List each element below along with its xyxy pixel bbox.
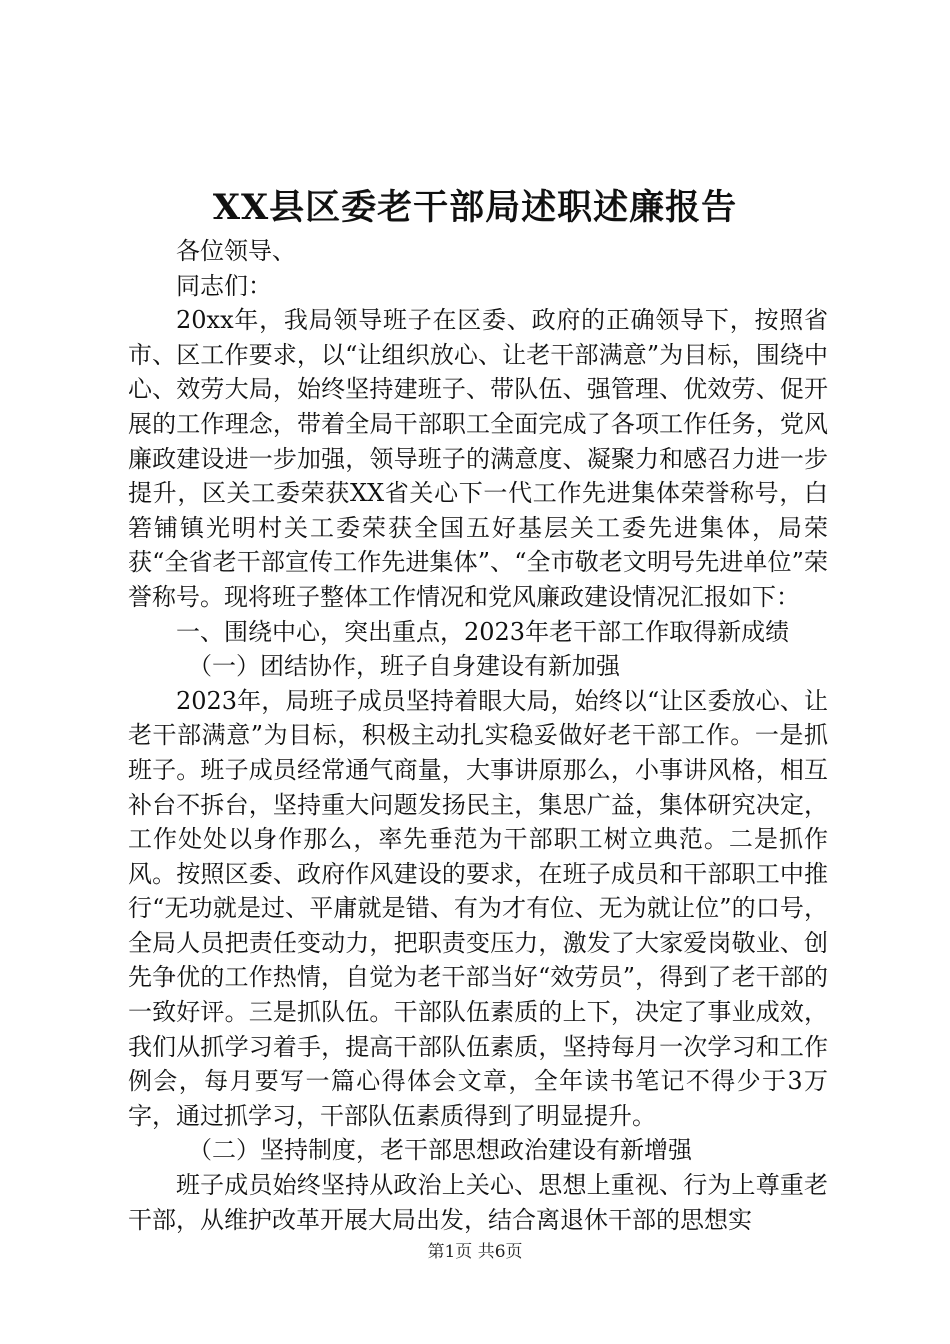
page-footer: 第1页 共6页 xyxy=(427,1242,523,1262)
salutation-line-2: 同志们： xyxy=(176,271,272,300)
body-paragraph-1: 2023年，局班子成员坚持着眼大局，始终以“让区委放心、让老干部满意”为目标，积极主动扎实稳妥做好老干部工作。一是抓班子。班子成员经常通气商量，大事讲原那么，小事讲风格，相互补台不拆台，坚持重大问题发扬民主，集思广益，集体研究决定，工作处处以身作那么，率先垂范为干部职工树立典范。二是抓作风。按照区委、政府作风建设的要求，在班子成员和干部职工中推行“无功就是过、平庸就是错、有为才有位、无为就让位”的口号，全局人员把责任变动力，把职责变压力，激发了大家爱岗敬业、创先争优的工作热情，自觉为老干部当好“效劳员”，得到了老干部的一致好评。三是抓队伍。干部队伍素质的上下，决定了事业成效，我们从抓学习着手，提高干部队伍素质，坚持每月一次学习和工作例会，每月要写一篇心得体会文章，全年读书笔记不得少于3万字，通过抓学习，干部队伍素质得到了明显提升。 xyxy=(128,686,828,1130)
section-heading-1: 一、围绕中心，突出重点，2023年老干部工作取得新成绩 xyxy=(176,617,790,646)
document-title: XX县区委老干部局述职述廉报告 xyxy=(212,187,738,228)
body-paragraph-2: 班子成员始终坚持从政治上关心、思想上重视、行为上尊重老干部，从维护改革开展大局出发，结合离退休干部的思想实 xyxy=(128,1171,828,1234)
salutation-line-1: 各位领导、 xyxy=(176,237,296,265)
intro-paragraph: 20xx年，我局领导班子在区委、政府的正确领导下，按照省市、区工作要求，以“让组织放心、让老干部满意”为目标，围绕中心、效劳大局，始终坚持建班子、带队伍、强管理、优效劳、促开展的工作理念，带着全局干部职工全面完成了各项工作任务，党风廉政建设进一步加强，领导班子的满意度、凝聚力和感召力进一步提升，区关工委荣获XX省关心下一代工作先进集体荣誉称号，白箬铺镇光明村关工委荣获全国五好基层关工委先进集体，局荣获“全省老干部宣传工作先进集体”、“全市敬老文明号先进单位”荣誉称号。现将班子整体工作情况和党风廉政建设情况汇报如下： xyxy=(128,306,828,611)
subsection-heading-1: （一）团结协作，班子自身建设有新加强 xyxy=(188,652,620,681)
subsection-heading-2: （二）坚持制度，老干部思想政治建设有新增强 xyxy=(188,1136,692,1165)
document-body xyxy=(128,234,828,1237)
